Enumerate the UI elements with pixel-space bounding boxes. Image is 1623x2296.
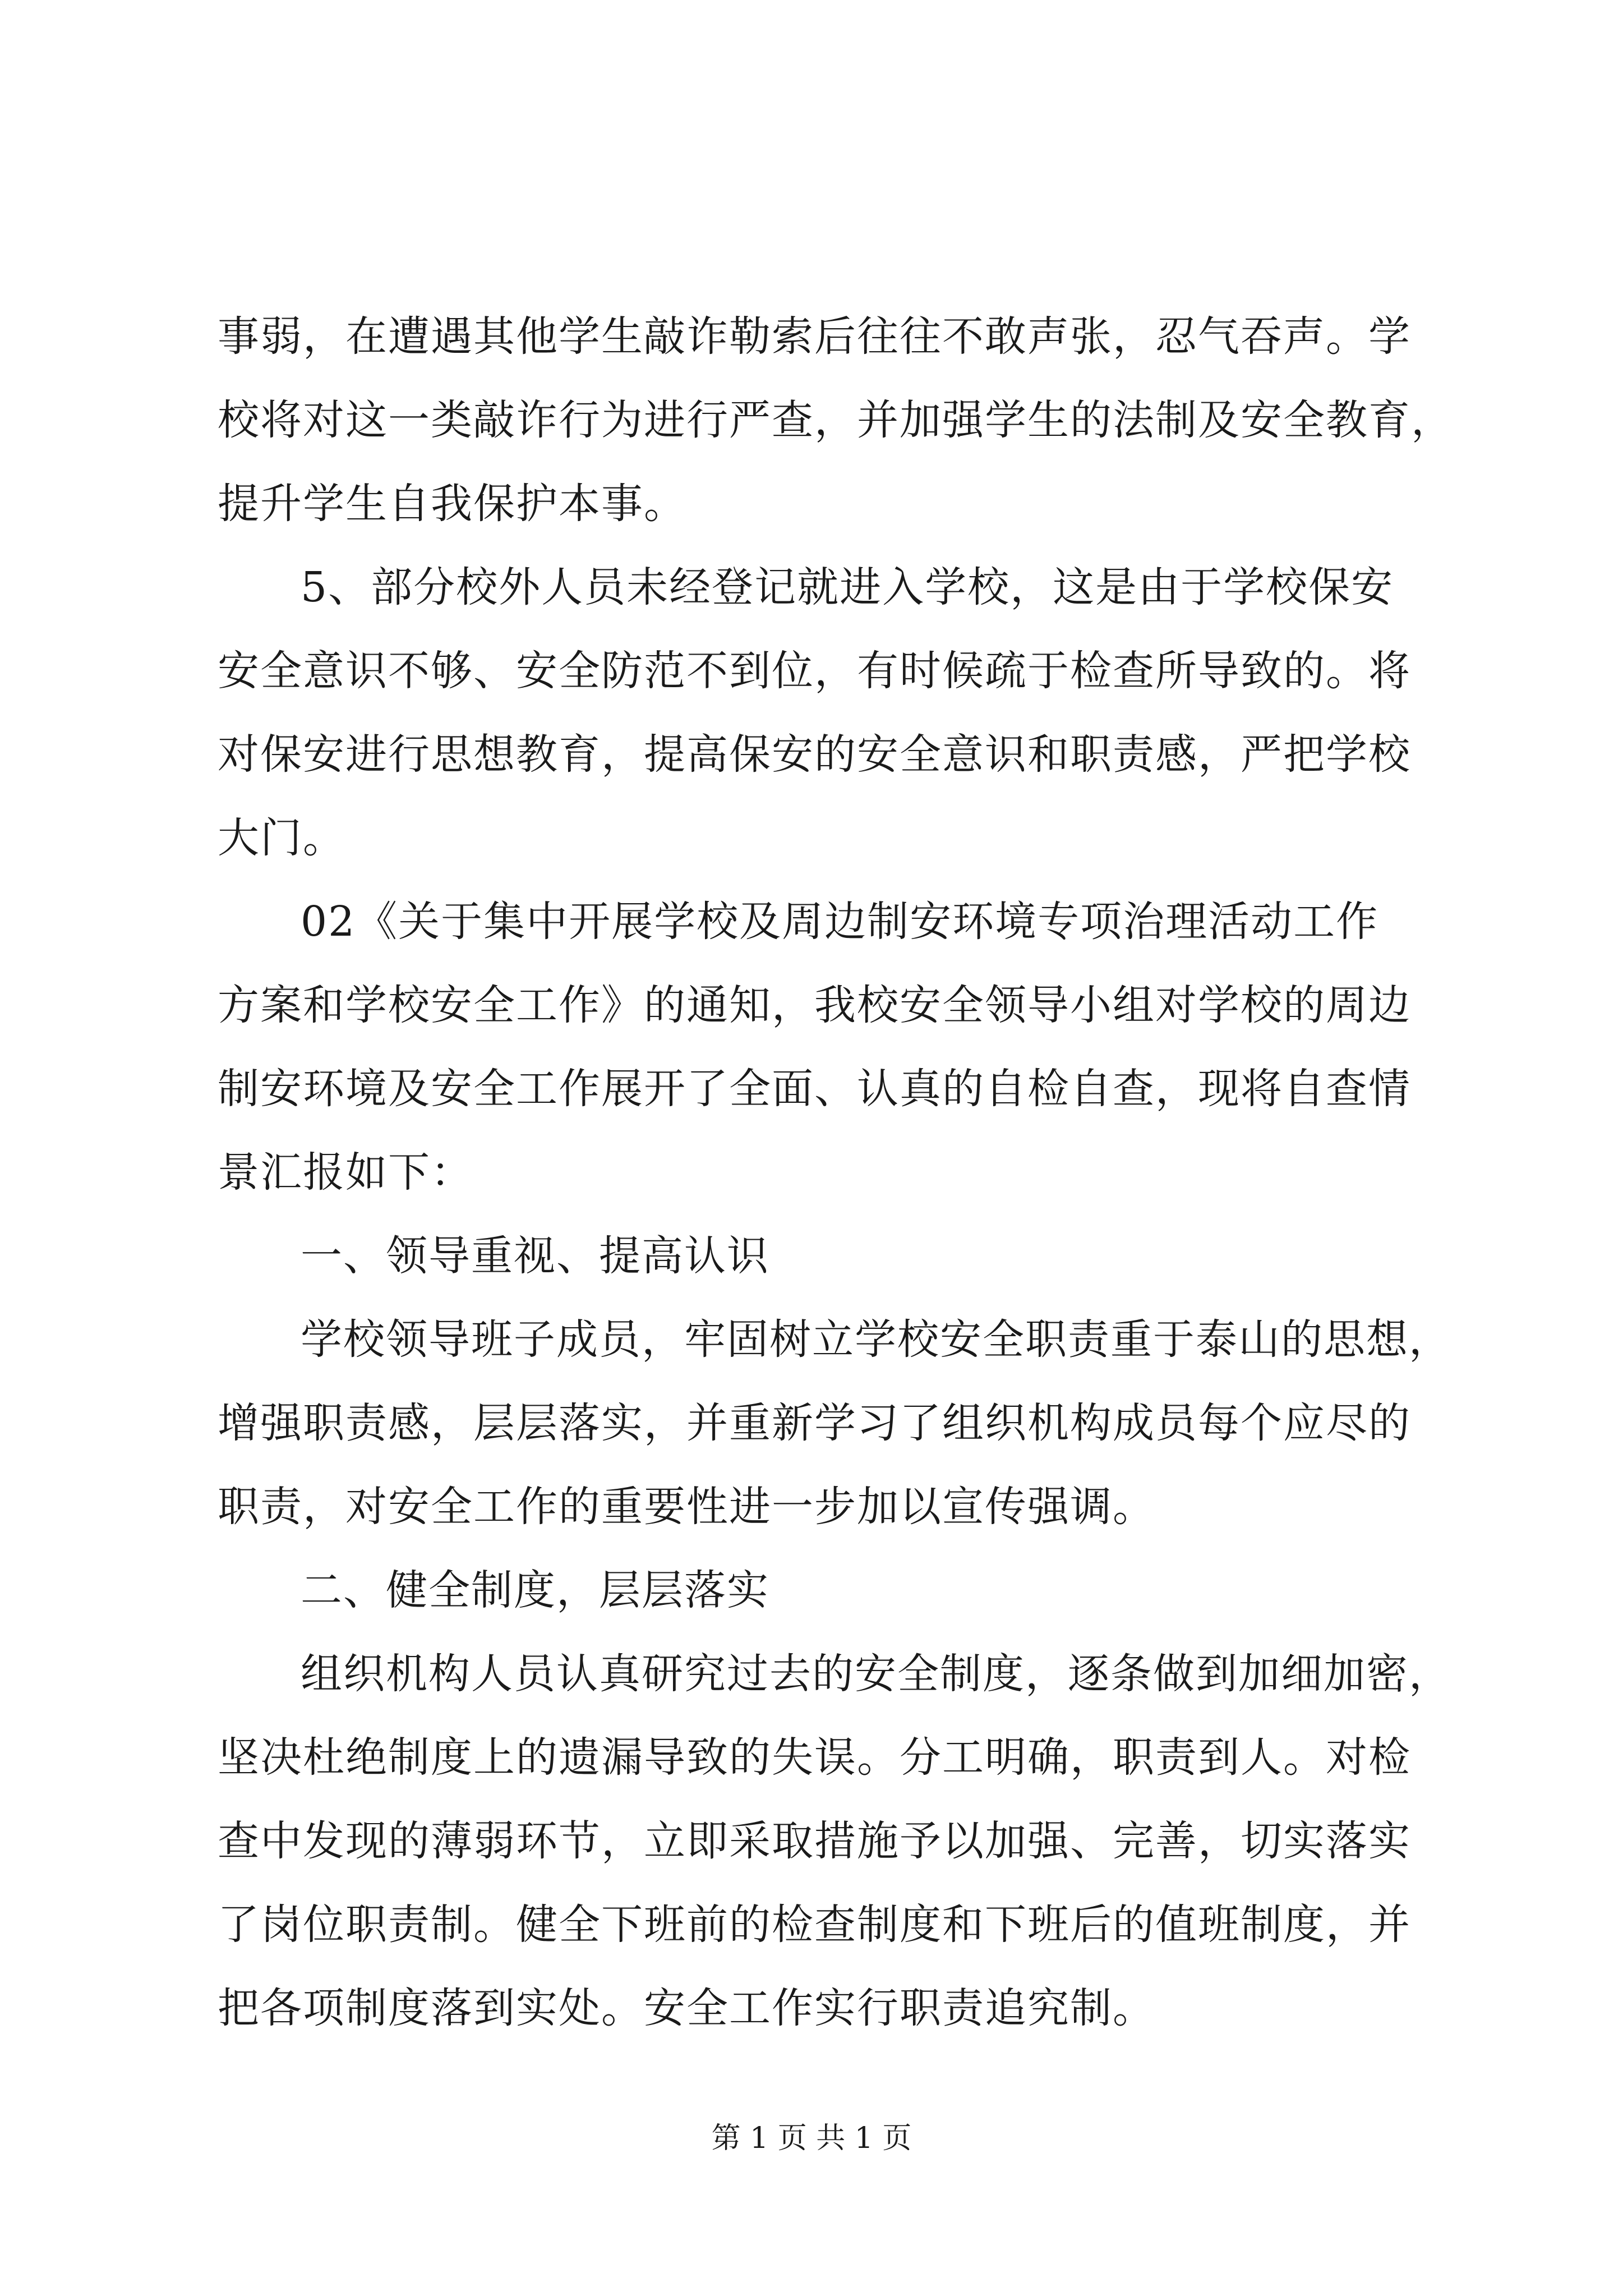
text-line: 方案和学校安全工作》的通知，我校安全领导小组对学校的周边: [218, 981, 1411, 1029]
text-line: 安全意识不够、安全防范不到位，有时候疏于检查所导致的。将: [218, 647, 1411, 695]
text-line: 了岗位职责制。健全下班前的检查制度和下班后的值班制度，并: [218, 1901, 1411, 1949]
text-line: 组织机构人员认真研究过去的安全制度，逐条做到加细加密，: [301, 1650, 1451, 1698]
text-line: 对保安进行思想教育，提高保安的安全意识和职责感，严把学校: [218, 730, 1411, 779]
text-line: 5、部分校外人员未经登记就进入学校，这是由于学校保安: [301, 563, 1394, 611]
text-line: 增强职责感，层层落实，并重新学习了组织机构成员每个应尽的: [218, 1399, 1411, 1447]
text-line: 学校领导班子成员，牢固树立学校安全职责重于泰山的思想，: [301, 1315, 1451, 1364]
text-line: 校将对这一类敲诈行为进行严查，并加强学生的法制及安全教育，: [218, 396, 1454, 444]
section-heading: 二、健全制度，层层落实: [301, 1566, 769, 1614]
text-line: 制安环境及安全工作展开了全面、认真的自检自查，现将自查情: [218, 1065, 1411, 1113]
section-heading: 一、领导重视、提高认识: [301, 1232, 769, 1280]
text-line: 提升学生自我保护本事。: [218, 480, 686, 528]
text-line: 把各项制度落到实处。安全工作实行职责追究制。: [218, 1984, 1155, 2032]
text-line: 坚决杜绝制度上的遗漏导致的失误。分工明确，职责到人。对检: [218, 1733, 1411, 1782]
text-line: 职责，对安全工作的重要性进一步加以宣传强调。: [218, 1483, 1155, 1531]
text-line: 大门。: [218, 814, 345, 862]
text-line: 事弱，在遭遇其他学生敲诈勒索后往往不敢声张，忍气吞声。学: [218, 312, 1411, 361]
text-line: 02《关于集中开展学校及周边制安环境专项治理活动工作: [301, 898, 1379, 946]
text-line: 查中发现的薄弱环节，立即采取措施予以加强、完善，切实落实: [218, 1817, 1411, 1865]
page-footer: 第 1 页 共 1 页: [711, 2122, 912, 2155]
document-body: [218, 295, 1454, 2050]
text-line: 景汇报如下：: [218, 1148, 473, 1197]
